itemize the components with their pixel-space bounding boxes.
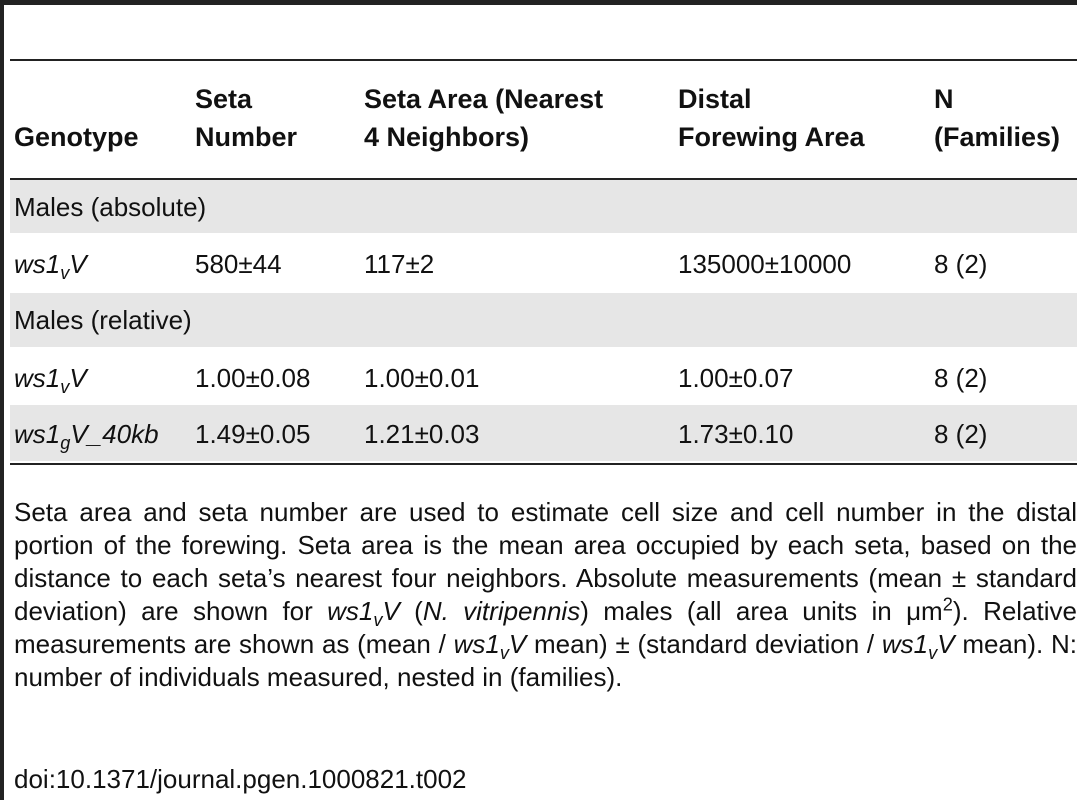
genotype-cell: $ws1_vV$ <box>14 363 87 398</box>
header-forewing-area-line1: Distal <box>678 84 752 114</box>
n-families-cell: 8 (2) <box>934 249 988 279</box>
seta-number-cell: 580±44 <box>195 249 282 279</box>
genotype-cell: $ws1_gV\_40kb$ <box>14 419 159 454</box>
section-band-absolute <box>10 180 1077 233</box>
seta-number-cell: 1.00±0.08 <box>195 363 311 393</box>
seta-area-cell: 1.21±0.03 <box>364 419 480 449</box>
seta-area-cell: 117±2 <box>364 249 435 279</box>
section-label: Males (relative) <box>14 305 192 335</box>
forewing-area-cell: 135000±10000 <box>678 249 852 279</box>
header-seta-area-line1: Seta Area (Nearest <box>364 84 604 114</box>
section-label: Males (absolute) <box>14 192 207 222</box>
section-band-relative <box>10 293 1077 347</box>
left-border <box>0 0 4 800</box>
header-n-line2: (Families) <box>934 122 1061 152</box>
forewing-area-cell: 1.73±0.10 <box>678 419 794 449</box>
header-seta-area-line2: 4 Neighbors) <box>364 122 530 152</box>
header-n-line1: N <box>934 84 954 114</box>
header-forewing-area-line2: Forewing Area <box>678 122 865 152</box>
forewing-area-cell: 1.00±0.07 <box>678 363 794 393</box>
table-row <box>10 349 1077 405</box>
n-families-cell: 8 (2) <box>934 419 988 449</box>
doi-link[interactable]: doi:10.1371/journal.pgen.1000821.t002 <box>14 764 467 794</box>
table-row <box>10 235 1077 291</box>
header-seta-number-line1: Seta <box>195 84 253 114</box>
genotype-cell: $ws1_vV$ <box>14 249 87 284</box>
table-top-rule <box>10 59 1077 61</box>
table-row <box>10 405 1077 461</box>
seta-number-cell: 1.49±0.05 <box>195 419 311 449</box>
top-border <box>0 0 1077 5</box>
header-seta-number-line2: Number <box>195 122 298 152</box>
header-genotype: Genotype <box>14 122 139 152</box>
table-bottom-rule <box>10 463 1077 465</box>
n-families-cell: 8 (2) <box>934 363 988 393</box>
table-footnote: Seta area and seta number are used to estimate cell size and cell number in the distal portion of the forewing. Seta area is the mean area occupied by each seta, based on the distance to each seta’s nearest four neighbors. Absolute measurements (mean ± standard deviation) are shown for $ws1_vV$ (N. vitripennis) males (all area units in $\mu m^2$). Relative measurements are shown as (mean / $ws1_vV$ mean) ± (standard deviation / $ws1_vV$ mean). N: number of individuals measured, nested in (families). <box>14 497 1077 692</box>
seta-area-cell: 1.00±0.01 <box>364 363 480 393</box>
